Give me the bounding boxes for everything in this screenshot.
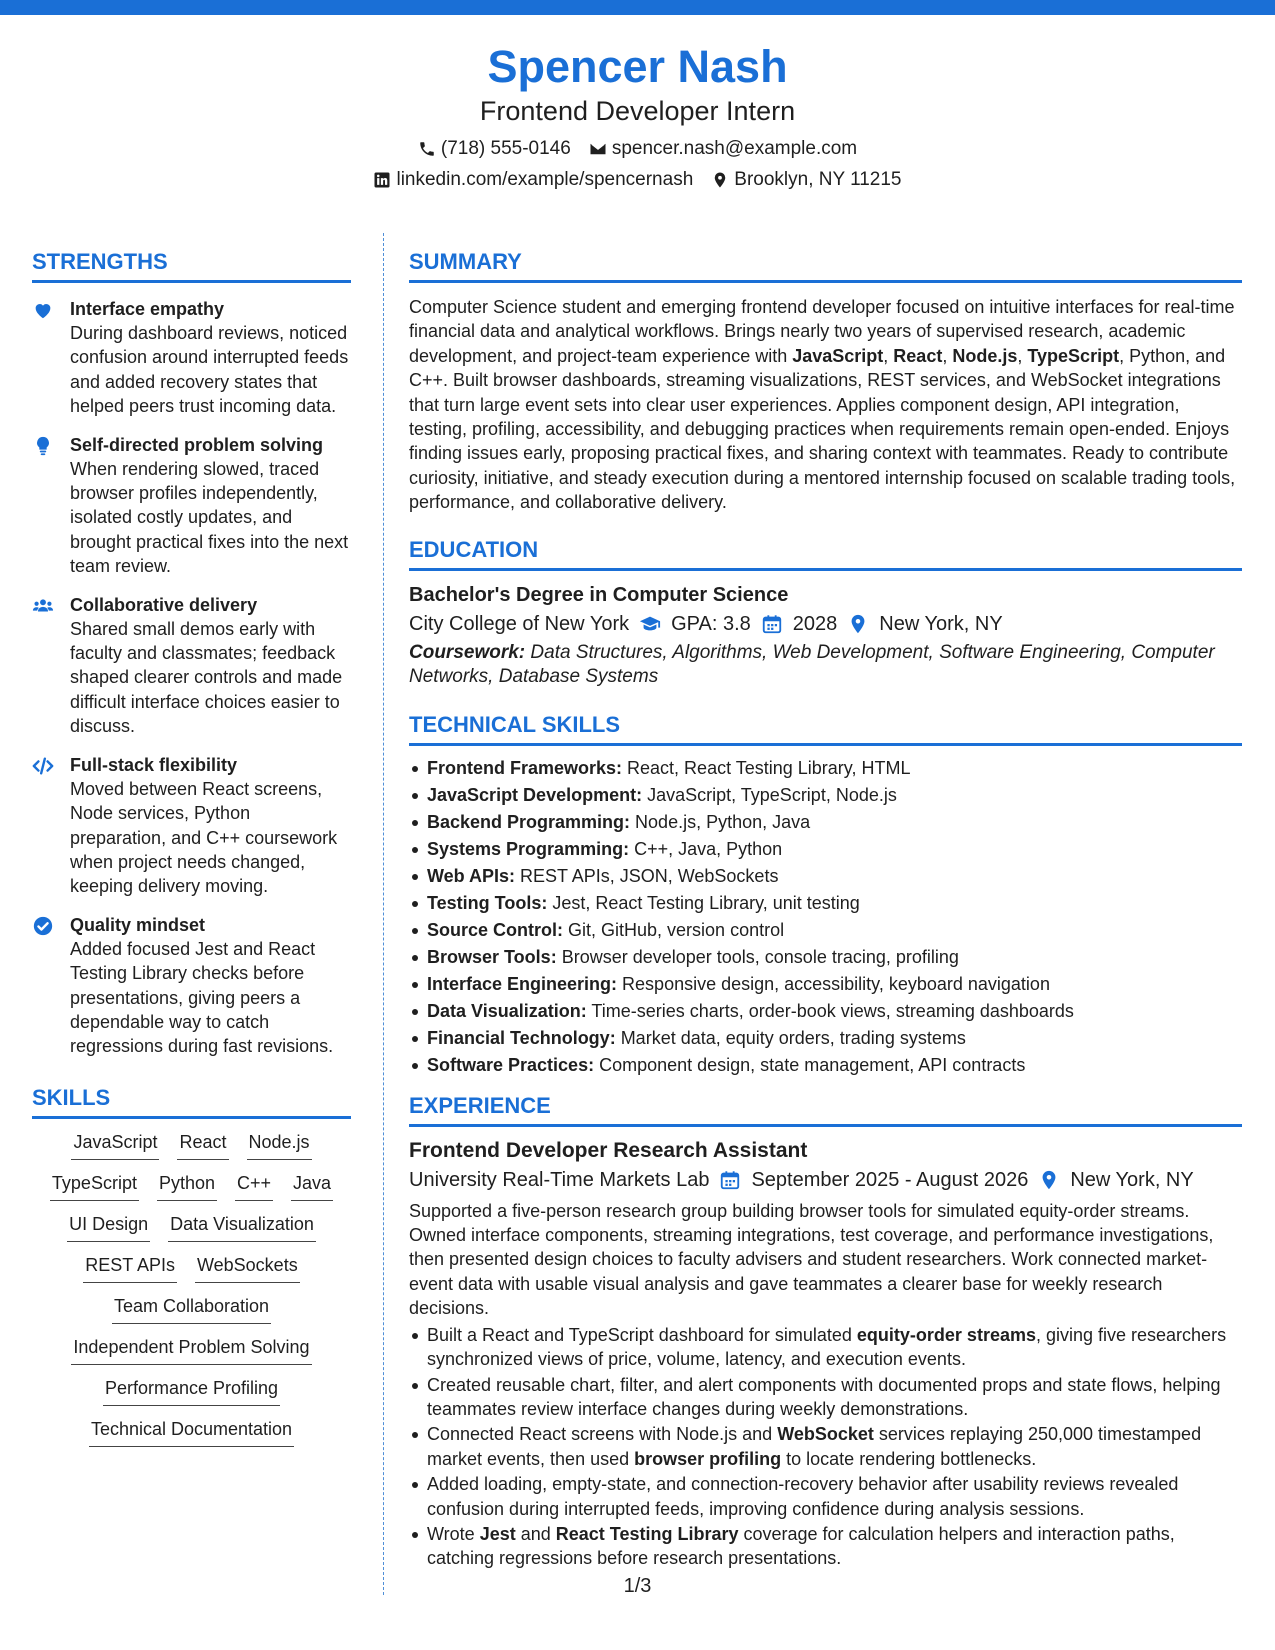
phone-icon xyxy=(418,140,436,158)
skill-row xyxy=(32,1416,351,1447)
strength-desc: Moved between React screens, Node services, Python preparation, and C++ coursework when project needs changed, keeping delivery moving. xyxy=(70,778,338,897)
contact-location xyxy=(711,165,901,195)
job-org: University Real-Time Markets Lab xyxy=(409,1168,710,1191)
job-bullets xyxy=(409,1323,1242,1571)
location-text: Brooklyn, NY 11215 xyxy=(734,169,902,190)
right-column xyxy=(409,247,1242,1572)
contact-row-1 xyxy=(0,134,1275,164)
candidate-name: Spencer Nash xyxy=(487,41,788,92)
strength-item xyxy=(32,433,351,579)
bullet-bold: React Testing Library xyxy=(555,1523,739,1544)
list-item xyxy=(409,917,1242,944)
skill-tag: UI Design xyxy=(67,1211,150,1242)
education-meta xyxy=(409,609,1242,639)
summary-bold: JavaScript xyxy=(792,345,884,366)
candidate-role: Frontend Developer Intern xyxy=(479,96,796,126)
bullet-text: Created reusable chart, filter, and alert components with documented props and state flows, helping teammates review interface changes during weekly demonstrations. xyxy=(427,1374,1221,1419)
skill-tag: WebSockets xyxy=(195,1252,300,1283)
skill-tag: Independent Problem Solving xyxy=(71,1334,311,1365)
grad-year: 2028 xyxy=(792,612,838,635)
skill-label: Systems Programming: xyxy=(427,838,630,859)
bullet-bold: Jest xyxy=(479,1523,516,1544)
skill-label: Interface Engineering: xyxy=(427,973,618,994)
skill-tag: Technical Documentation xyxy=(89,1416,294,1447)
top-accent-bar xyxy=(0,0,1275,15)
graduation-cap-icon xyxy=(639,613,661,635)
school-location: New York, NY xyxy=(879,612,1003,635)
skill-label: Software Practices: xyxy=(427,1054,595,1075)
skill-value: Jest, React Testing Library, unit testing xyxy=(547,892,860,913)
strengths-heading: STRENGTHS xyxy=(32,247,351,283)
strength-item xyxy=(32,913,351,1059)
users-icon xyxy=(32,595,54,617)
skill-tag: Team Collaboration xyxy=(112,1293,271,1324)
contact-linkedin[interactable] xyxy=(373,165,693,195)
resume-header xyxy=(0,40,1275,195)
list-item xyxy=(409,1422,1242,1471)
strength-desc: When rendering slowed, traced browser profiles independently, isolated costly updates, and brought practical fixes into the next team review. xyxy=(70,458,349,577)
skill-label: Browser Tools: xyxy=(427,946,557,967)
skill-value: Responsive design, accessibility, keyboard navigation xyxy=(617,973,1050,994)
skill-tag: Node.js xyxy=(247,1129,312,1160)
skill-label: Source Control: xyxy=(427,919,564,940)
list-item xyxy=(409,836,1242,863)
linkedin-icon xyxy=(373,171,391,189)
list-item xyxy=(409,998,1242,1025)
contact-row-2 xyxy=(0,165,1275,195)
map-pin-icon xyxy=(847,613,869,635)
lightbulb-icon xyxy=(32,435,54,457)
email-text[interactable]: spencer.nash@example.com xyxy=(611,138,858,159)
technical-skills-list xyxy=(409,755,1242,1079)
school-name: City College of New York xyxy=(409,612,630,635)
heart-icon xyxy=(32,299,54,321)
list-item xyxy=(409,755,1242,782)
map-pin-icon xyxy=(1038,1169,1060,1191)
education-heading: EDUCATION xyxy=(409,535,1242,571)
page-number: 1/3 xyxy=(623,1575,652,1597)
strength-desc: Shared small demos early with faculty and classmates; feedback shaped clearer controls and made difficult interface choices easier to discuss. xyxy=(70,618,343,737)
skill-tag: Performance Profiling xyxy=(103,1375,280,1406)
skill-value: JavaScript, TypeScript, Node.js xyxy=(642,784,897,805)
skill-tag: C++ xyxy=(235,1170,273,1201)
skill-row xyxy=(32,1293,351,1324)
skill-tag: TypeScript xyxy=(50,1170,139,1201)
summary-bold: TypeScript xyxy=(1027,345,1120,366)
skill-value: REST APIs, JSON, WebSockets xyxy=(515,865,779,886)
skill-label: JavaScript Development: xyxy=(427,784,643,805)
calendar-icon xyxy=(719,1169,741,1191)
list-item xyxy=(409,971,1242,998)
skill-label: Frontend Frameworks: xyxy=(427,757,623,778)
bullet-text: Added loading, empty-state, and connection-recovery behavior after usability reviews revealed confusion during interrupted feeds, improving confidence during analysis sessions. xyxy=(427,1474,1179,1519)
skill-row xyxy=(32,1211,351,1242)
bullet-bold: browser profiling xyxy=(634,1448,782,1469)
list-item xyxy=(409,944,1242,971)
strength-desc: Added focused Jest and React Testing Library checks before presentations, giving peers a dependable way to catch regressions during fast revisions. xyxy=(70,938,334,1057)
skill-value: Browser developer tools, console tracing, profiling xyxy=(556,946,959,967)
list-item xyxy=(409,890,1242,917)
job-dates: September 2025 - August 2026 xyxy=(751,1168,1029,1191)
strength-title: Self-directed problem solving xyxy=(70,434,324,455)
strength-title: Quality mindset xyxy=(70,914,206,935)
strength-title: Collaborative delivery xyxy=(70,594,258,615)
summary-sep: , xyxy=(1017,345,1028,366)
skill-label: Financial Technology: xyxy=(427,1027,616,1048)
bullet-text: coverage for calculation helpers and interaction paths, catching regressions before research presentations. xyxy=(427,1523,1175,1569)
skill-tags xyxy=(32,1129,351,1447)
skill-tag: Java xyxy=(291,1170,333,1201)
bullet-text: to locate rendering bottlenecks. xyxy=(781,1448,1037,1469)
skill-row xyxy=(32,1170,351,1201)
bullet-bold: WebSocket xyxy=(777,1424,874,1445)
phone-text: (718) 555-0146 xyxy=(440,138,571,159)
code-icon xyxy=(32,755,54,777)
contact-email[interactable] xyxy=(589,134,857,164)
skill-row xyxy=(32,1375,351,1406)
job-title: Frontend Developer Research Assistant xyxy=(409,1138,808,1162)
list-item xyxy=(409,782,1242,809)
skill-value: Git, GitHub, version control xyxy=(563,919,785,940)
bullet-text: Wrote xyxy=(427,1523,480,1544)
list-item xyxy=(409,1323,1242,1372)
summary-part: , Python, and C++. Built browser dashboards, streaming visualizations, REST services, and WebSocket integrations that turn large event sets into clear user experiences. Applies component design, API integration, testing, profiling, accessibility, and debugging practices when requirements remain open-ended. Enjoys finding issues early, proposing practical fixes, and sharing context with teammates. Ready to contribute curiosity, initiative, and steady execution during a mentored internship focused on scalable trading tools, performance, and collaborative delivery. xyxy=(409,345,1236,513)
bullet-text: Built a React and TypeScript dashboard for simulated xyxy=(427,1324,857,1345)
strength-item xyxy=(32,593,351,739)
job-location: New York, NY xyxy=(1070,1168,1194,1191)
strength-desc: During dashboard reviews, noticed confusion around interrupted feeds and added recovery states that helped peers trust incoming data. xyxy=(70,323,349,417)
list-item xyxy=(409,863,1242,890)
coursework-list: Data Structures, Algorithms, Web Development, Software Engineering, Computer Networks, Database Systems xyxy=(409,641,1215,688)
summary-heading: SUMMARY xyxy=(409,247,1242,283)
skill-label: Testing Tools: xyxy=(427,892,548,913)
job-description: Supported a five-person research group building browser tools for simulated equity-order streams. Owned interface components, streaming integrations, test coverage, and performance investigations, then presented design choices to faculty advisers and student researchers. Work connected market-event data with usable visual analysis and gave teammates a clearer base for weekly research decisions. xyxy=(409,1200,1214,1319)
skill-row xyxy=(32,1252,351,1283)
experience-heading: EXPERIENCE xyxy=(409,1091,1242,1127)
left-column xyxy=(32,247,351,1447)
list-item xyxy=(409,1373,1242,1422)
strength-item xyxy=(32,753,351,899)
summary-text xyxy=(409,295,1242,515)
linkedin-text[interactable]: linkedin.com/example/spencernash xyxy=(396,169,694,190)
envelope-icon xyxy=(589,140,607,158)
coursework xyxy=(409,641,1242,690)
skill-value: Market data, equity orders, trading systems xyxy=(615,1027,966,1048)
skill-tag: Python xyxy=(157,1170,217,1201)
list-item xyxy=(409,1522,1242,1571)
bullet-text: Connected React screens with Node.js and xyxy=(427,1424,778,1445)
skill-value: Component design, state management, API contracts xyxy=(594,1054,1026,1075)
summary-bold: Node.js xyxy=(952,345,1018,366)
skill-label: Web APIs: xyxy=(427,865,516,886)
skill-label: Backend Programming: xyxy=(427,811,631,832)
list-item xyxy=(409,1052,1242,1079)
bullet-text: , giving five researchers synchronized views of price, volume, latency, and execution events. xyxy=(427,1324,1227,1370)
list-item xyxy=(409,1472,1242,1521)
skill-label: Data Visualization: xyxy=(427,1000,587,1021)
map-pin-icon xyxy=(711,171,729,189)
skill-value: Node.js, Python, Java xyxy=(630,811,811,832)
coursework-label: Coursework: xyxy=(409,641,526,663)
calendar-icon xyxy=(761,613,783,635)
list-item xyxy=(409,809,1242,836)
strength-title: Interface empathy xyxy=(70,299,225,319)
skill-tag: Data Visualization xyxy=(168,1211,316,1242)
skill-tag: REST APIs xyxy=(83,1252,177,1283)
summary-bold: React xyxy=(893,345,943,366)
summary-sep: , xyxy=(942,345,953,366)
skills-heading: SKILLS xyxy=(32,1083,351,1119)
skill-tag: JavaScript xyxy=(71,1129,159,1160)
skill-value: React, React Testing Library, HTML xyxy=(622,757,911,778)
skill-row xyxy=(32,1334,351,1365)
skill-row xyxy=(32,1129,351,1160)
column-divider xyxy=(383,233,384,1595)
gpa-text: GPA: 3.8 xyxy=(671,612,751,635)
strength-title: Full-stack flexibility xyxy=(70,754,238,775)
skill-tag: React xyxy=(177,1129,228,1160)
strength-item xyxy=(32,297,351,419)
check-circle-icon xyxy=(32,915,54,937)
contact-phone xyxy=(418,134,571,164)
bullet-bold: equity-order streams xyxy=(856,1324,1036,1345)
job-meta xyxy=(409,1165,1242,1195)
technical-skills-heading: TECHNICAL SKILLS xyxy=(409,710,1242,746)
skill-value: C++, Java, Python xyxy=(629,838,783,859)
list-item xyxy=(409,1025,1242,1052)
summary-sep: , xyxy=(883,345,894,366)
degree-title: Bachelor's Degree in Computer Science xyxy=(409,583,789,606)
skill-value: Time-series charts, order-book views, streaming dashboards xyxy=(586,1000,1074,1021)
bullet-text: and xyxy=(515,1523,556,1544)
bullet-text: services replaying 250,000 timestamped market events, then used xyxy=(427,1424,1202,1469)
summary-part: Computer Science student and emerging frontend developer focused on intuitive interfaces for real-time financial data and analytical workflows. Brings nearly two years of supervised research, academic development, and project-team experience with xyxy=(409,297,1235,366)
